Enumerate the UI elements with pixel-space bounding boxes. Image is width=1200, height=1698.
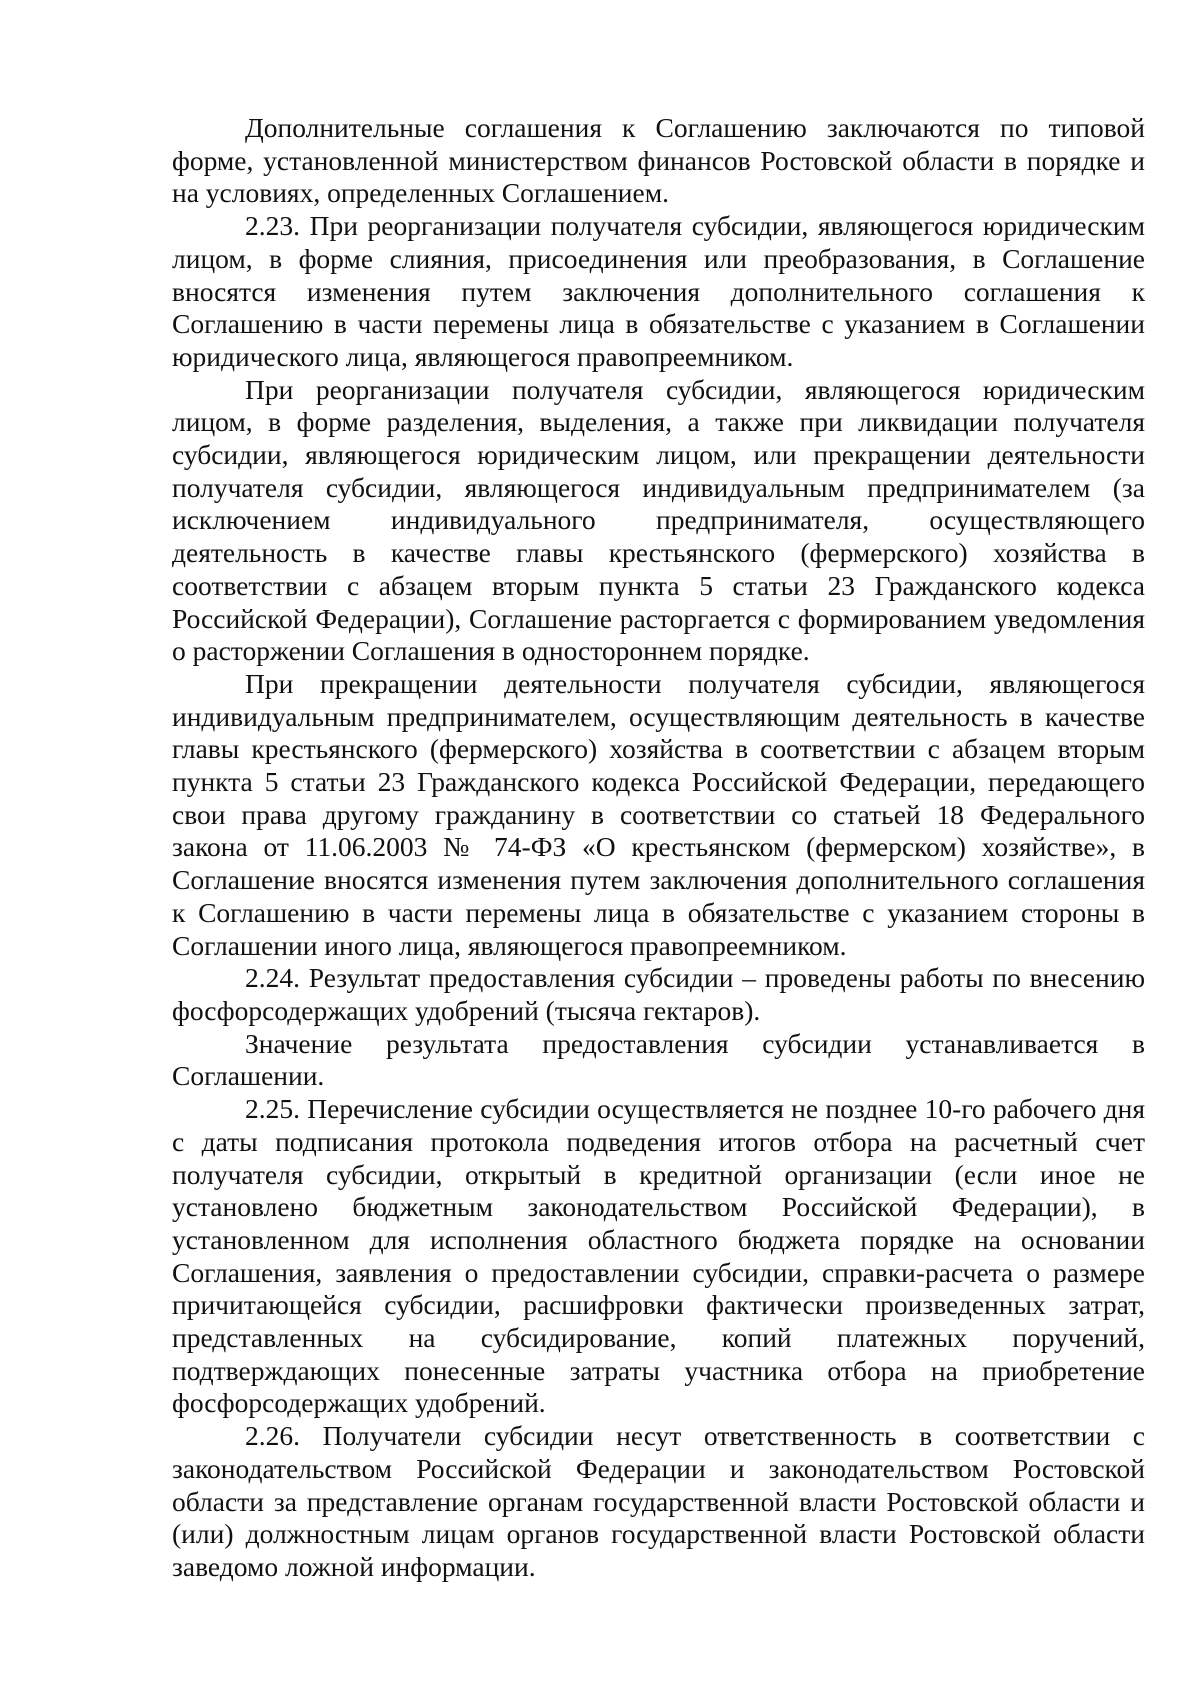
paragraph-additional-agreements: Дополнительные соглашения к Соглашению заключаются по типовой форме, установленной министерством финансов Ростовской области в порядке и на условиях, определенных Соглашением. [172,112,1145,209]
paragraph-2-26: 2.26. Получатели субсидии несут ответственность в соответствии с законодательством Российской Федерации и законодательством Ростовской области за представление органам государственной власти Ростовской области и (или) должностным лицам органов государственной власти Ростовской области заведомо ложной информации. [172,1420,1145,1582]
document-body [172,112,1145,1584]
paragraph-farm-succession: При прекращении деятельности получателя субсидии, являющегося индивидуальным предпринимателем, осуществляющим деятельность в качестве главы крестьянского (фермерского) хозяйства в соответствии с абзацем вторым пункта 5 статьи 23 Гражданского кодекса Российской Федерации, передающего свои права другому гражданину в соответствии со статьей 18 Федерального закона от 11.06.2003 № 74-ФЗ «О крестьянском (фермерском) хозяйстве», в Соглашение вносятся изменения путем заключения дополнительного соглашения к Соглашению в части перемены лица в обязательстве с указанием стороны в Соглашении иного лица, являющегося правопреемником. [172,667,1145,961]
paragraph-reorganization-termination: При реорганизации получателя субсидии, являющегося юридическим лицом, в форме разделения, выделения, а также при ликвидации получателя субсидии, являющегося юридическим лицом, или прекращении деятельности получателя субсидии, являющегося индивидуальным предпринимателем (за исключением индивидуального предпринимателя, осуществляющего деятельность в качестве главы крестьянского (фермерского) хозяйства в соответствии с абзацем вторым пункта 5 статьи 23 Гражданского кодекса Российской Федерации), Соглашение расторгается с формированием уведомления о расторжении Соглашения в одностороннем порядке. [172,373,1145,667]
paragraph-2-24: 2.24. Результат предоставления субсидии – проведены работы по внесению фосфорсодержащих удобрений (тысяча гектаров). [172,962,1145,1026]
paragraph-2-25: 2.25. Перечисление субсидии осуществляется не позднее 10-го рабочего дня с даты подписания протокола подведения итогов отбора на расчетный счет получателя субсидии, открытый в кредитной организации (если иное не установлено бюджетным законодательством Российской Федерации), в установленном для исполнения областного бюджета порядке на основании Соглашения, заявления о предоставлении субсидии, справки-расчета о размере причитающейся субсидии, расшифровки фактически произведенных затрат, представленных на субсидирование, копий платежных поручений, подтверждающих понесенные затраты участника отбора на приобретение фосфорсодержащих удобрений. [172,1093,1145,1419]
paragraph-2-23: 2.23. При реорганизации получателя субсидии, являющегося юридическим лицом, в форме слияния, присоединения или преобразования, в Соглашение вносятся изменения путем заключения дополнительного соглашения к Соглашению в части перемены лица в обязательстве с указанием в Соглашении юридического лица, являющегося правопреемником. [172,210,1145,372]
paragraph-result-value: Значение результата предоставления субсидии устанавливается в Соглашении. [172,1027,1145,1092]
